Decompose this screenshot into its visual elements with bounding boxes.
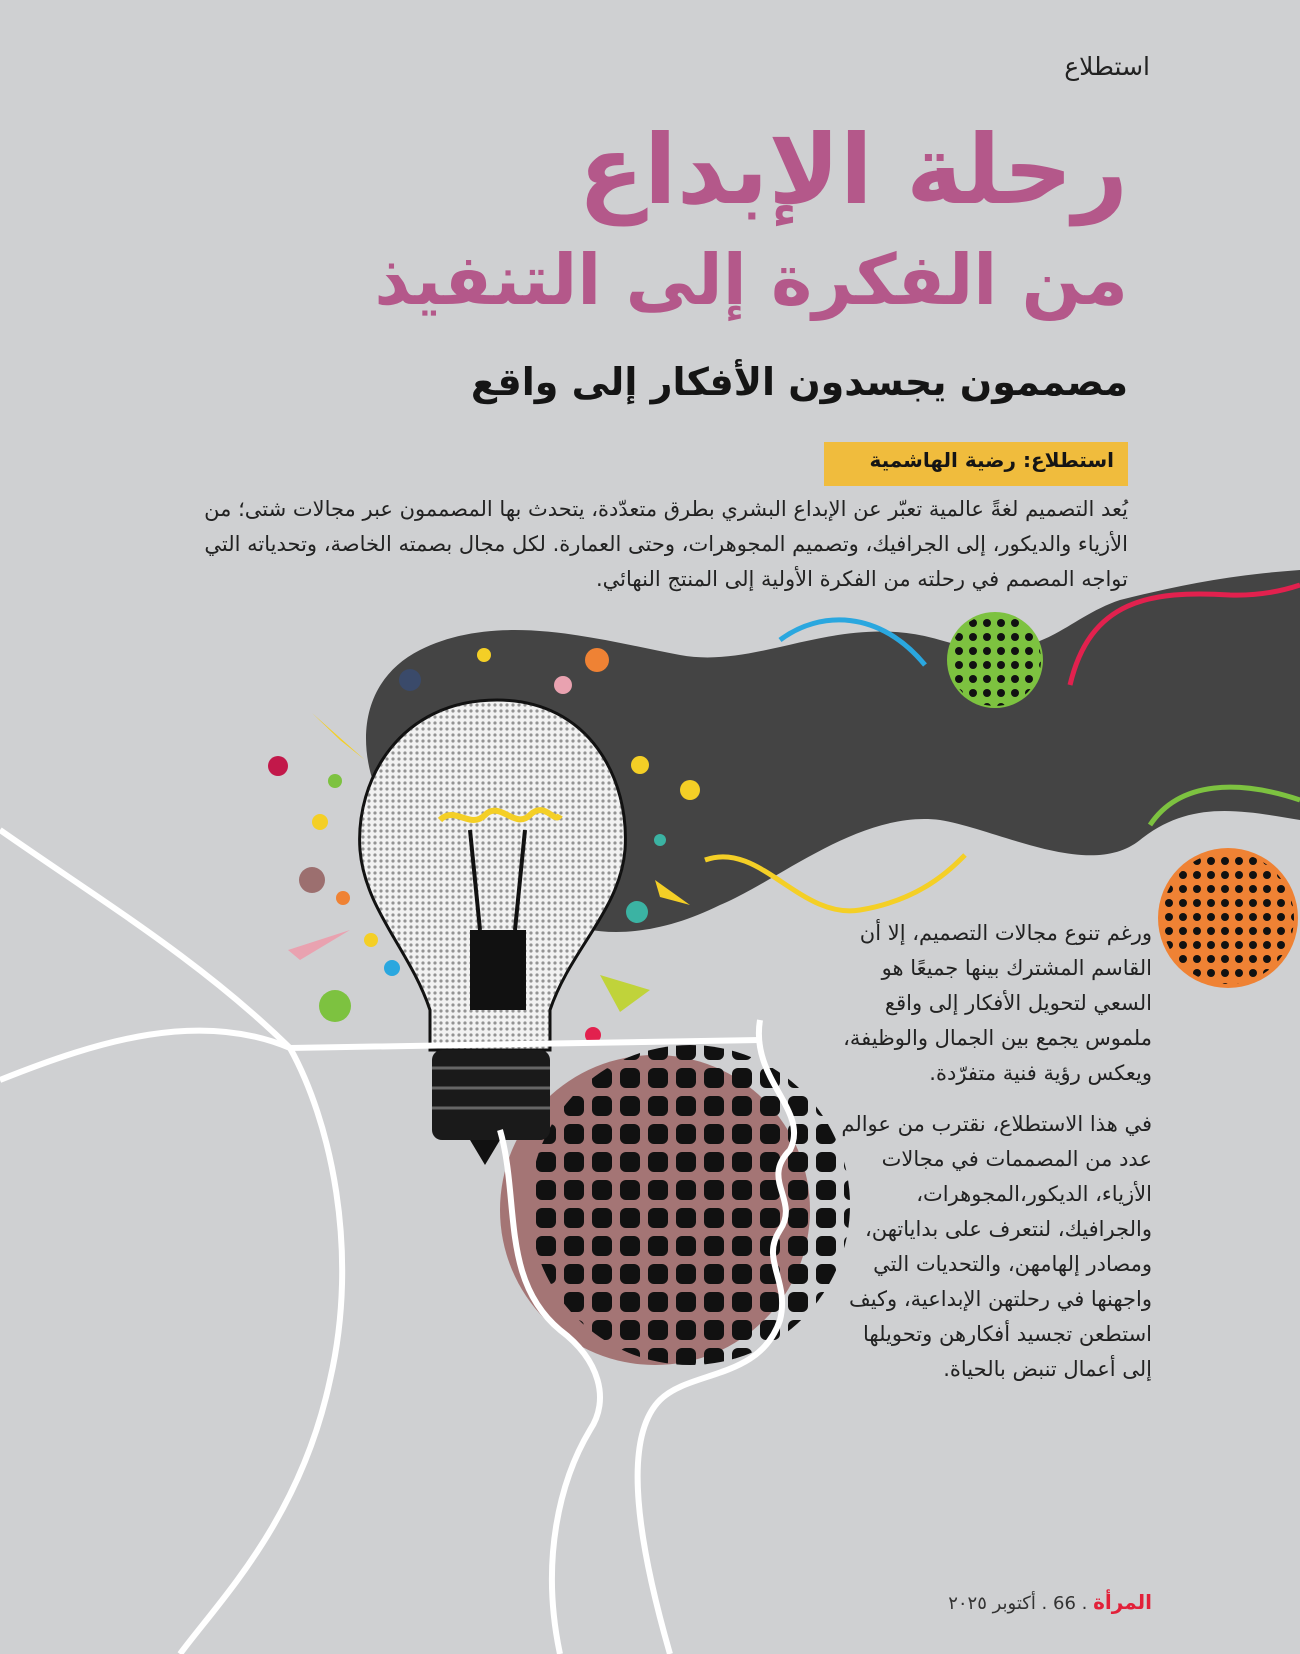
confetti-dot: [336, 891, 350, 905]
confetti-dot: [626, 901, 648, 923]
page-number: 66: [1053, 1593, 1076, 1614]
body-paragraph-2: في هذا الاستطلاع، نقترب من عوالم عدد من المصممات في مجالات الأزياء، الديكور،المجوهرات، والجرافيك، لنتعرف على بداياتهن، ومصادر إلهامهن، والتحديات التي واجهنها في رحلتهن الإبداعية، وكيف استطعن تجسيد أفكارهن وتحويلها إلى أعمال تنبض بالحياة.: [841, 1112, 1152, 1381]
confetti-triangle: [288, 930, 350, 960]
confetti-dot: [477, 648, 491, 662]
subtitle: مصممون يجسدون الأفكار إلى واقع: [470, 360, 1128, 404]
confetti-dot: [364, 933, 378, 947]
confetti-dot: [268, 756, 288, 776]
confetti-triangle: [312, 713, 365, 760]
page-footer: المرأة . 66 . أكتوبر ٢٠٢٥: [948, 1590, 1152, 1614]
intro-paragraph: يُعد التصميم لغةً عالمية تعبّر عن الإبداع البشري بطرق متعدّدة، يتحدث بها المصممون عبر مجالات شتى؛ من الأزياء والديكور، إلى الجرافيك، وتصميم المجوهرات، وحتى العمارة. لكل مجال بصمته الخاصة، وتحدياته التي تواجه المصمم في رحلته من الفكرة الأولية إلى المنتج النهائي.: [204, 497, 1128, 591]
confetti-dot: [585, 648, 609, 672]
confetti-dot: [654, 834, 666, 846]
confetti-dot: [328, 774, 342, 788]
issue-date: أكتوبر ٢٠٢٥: [948, 1593, 1036, 1614]
confetti-dot: [399, 669, 421, 691]
green-dot-pattern: [949, 614, 1041, 706]
orange-dot-pattern: [1162, 852, 1294, 984]
headline-line-2: من الفكرة إلى التنفيذ: [374, 239, 1128, 321]
confetti-dot: [554, 676, 572, 694]
confetti-dot: [680, 780, 700, 800]
confetti-triangle: [600, 975, 650, 1012]
body-paragraph-1: ورغم تنوع مجالات التصميم، إلا أن القاسم المشترك بينها جميعًا هو السعي لتحويل الأفكار إلى واقع ملموس يجمع بين الجمال والوظيفة، ويعكس رؤية فنية متفرّدة.: [843, 921, 1152, 1085]
magazine-logo: المرأة: [1093, 1590, 1152, 1614]
confetti-dot: [319, 990, 351, 1022]
confetti-dot: [312, 814, 328, 830]
confetti-dot: [631, 756, 649, 774]
section-label: استطلاع: [1064, 52, 1150, 81]
confetti-dot: [299, 867, 325, 893]
black-dot-pattern: [530, 1045, 850, 1365]
body-column: [840, 916, 1152, 1403]
byline-badge: استطلاع: رضية الهاشمية: [824, 442, 1128, 486]
headline-line-1: رحلة الإبداع: [578, 114, 1128, 226]
confetti-dot: [384, 960, 400, 976]
